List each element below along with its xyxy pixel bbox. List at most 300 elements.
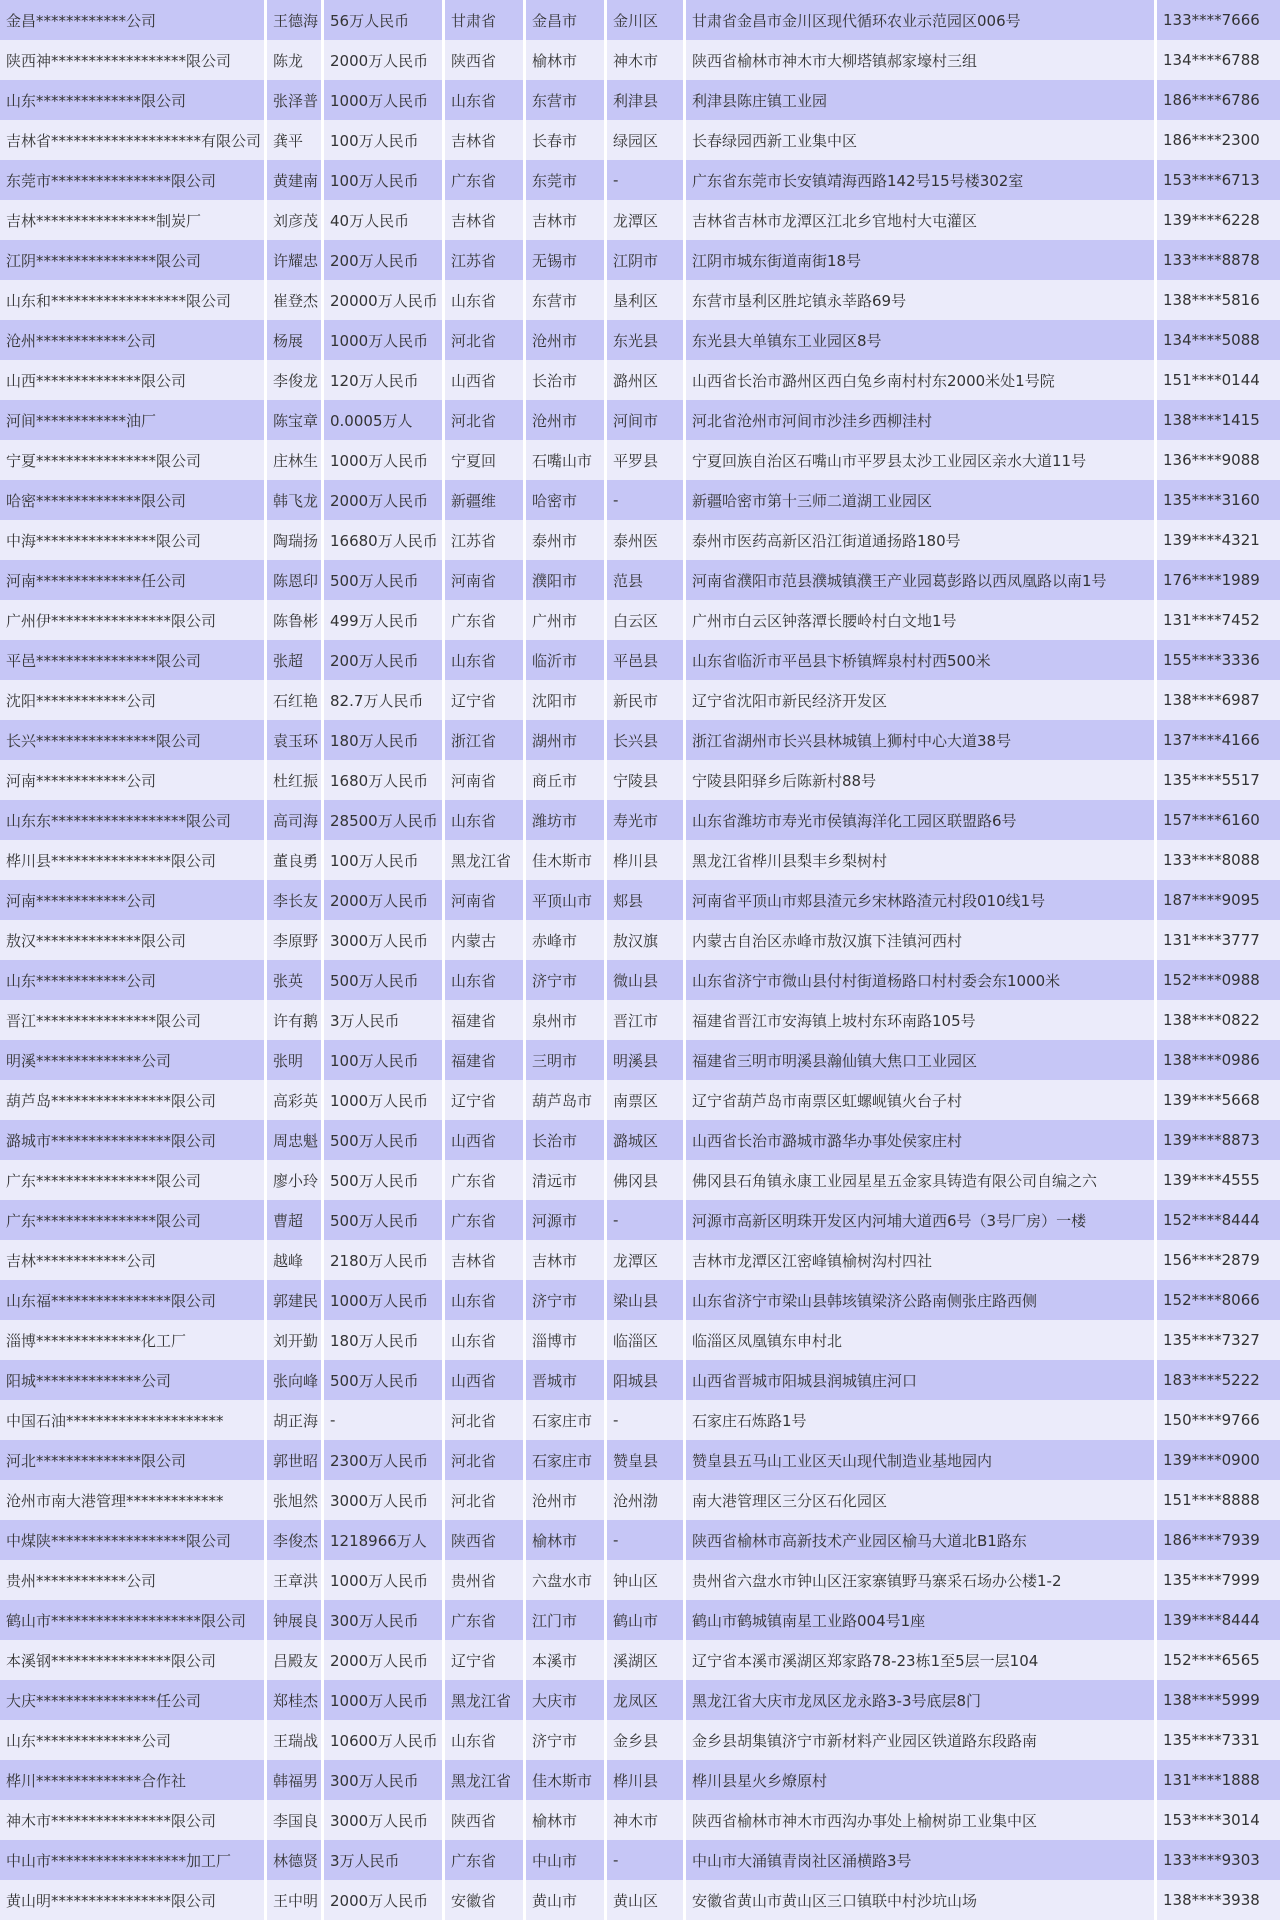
district-cell: 金川区: [607, 0, 683, 40]
district-cell: 南票区: [607, 1080, 683, 1120]
phone-cell: 152****8444: [1157, 1200, 1280, 1240]
table-row: [0, 1040, 1280, 1080]
province-cell: 辽宁省: [445, 1080, 523, 1120]
company-name-cell: 桦川**************合作社: [0, 1760, 264, 1800]
address-cell: 广州市白云区钟落潭长腰岭村白文地1号: [686, 600, 1154, 640]
capital-cell: 2180万人民币: [324, 1240, 442, 1280]
district-cell: -: [607, 1200, 683, 1240]
city-cell: 河源市: [526, 1200, 604, 1240]
district-cell: 沧州渤: [607, 1480, 683, 1520]
capital-cell: 100万人民币: [324, 840, 442, 880]
phone-cell: 156****2879: [1157, 1240, 1280, 1280]
province-cell: 贵州省: [445, 1560, 523, 1600]
city-cell: 吉林市: [526, 200, 604, 240]
address-cell: 陕西省榆林市神木市大柳塔镇郝家壕村三组: [686, 40, 1154, 80]
district-cell: 赞皇县: [607, 1440, 683, 1480]
legal-rep-cell: 陈恩印: [267, 560, 321, 600]
table-row: [0, 560, 1280, 600]
table-row: [0, 1480, 1280, 1520]
address-cell: 山东省潍坊市寿光市侯镇海洋化工园区联盟路6号: [686, 800, 1154, 840]
company-name-cell: 广州伊****************限公司: [0, 600, 264, 640]
city-cell: 济宁市: [526, 960, 604, 1000]
province-cell: 安徽省: [445, 1880, 523, 1920]
city-cell: 长治市: [526, 1120, 604, 1160]
table-row: [0, 1400, 1280, 1440]
province-cell: 辽宁省: [445, 680, 523, 720]
table-row: [0, 720, 1280, 760]
table-row: [0, 1560, 1280, 1600]
table-row: [0, 1280, 1280, 1320]
legal-rep-cell: 张旭然: [267, 1480, 321, 1520]
capital-cell: 3000万人民币: [324, 1800, 442, 1840]
legal-rep-cell: 崔登杰: [267, 280, 321, 320]
phone-cell: 137****4166: [1157, 720, 1280, 760]
address-cell: 临淄区凤凰镇东申村北: [686, 1320, 1154, 1360]
company-name-cell: 河南************公司: [0, 760, 264, 800]
capital-cell: 16680万人民币: [324, 520, 442, 560]
company-name-cell: 阳城**************公司: [0, 1360, 264, 1400]
address-cell: 山东省济宁市梁山县韩垓镇梁济公路南侧张庄路西侧: [686, 1280, 1154, 1320]
legal-rep-cell: 林德贤: [267, 1840, 321, 1880]
province-cell: 广东省: [445, 600, 523, 640]
legal-rep-cell: 张超: [267, 640, 321, 680]
address-cell: 吉林市龙潭区江密峰镇榆树沟村四社: [686, 1240, 1154, 1280]
table-row: [0, 1120, 1280, 1160]
legal-rep-cell: 许有鹅: [267, 1000, 321, 1040]
province-cell: 黑龙江省: [445, 1680, 523, 1720]
city-cell: 榆林市: [526, 1520, 604, 1560]
district-cell: 河间市: [607, 400, 683, 440]
capital-cell: 200万人民币: [324, 240, 442, 280]
address-cell: 宁陵县阳驿乡后陈新村88号: [686, 760, 1154, 800]
legal-rep-cell: 胡正海: [267, 1400, 321, 1440]
capital-cell: 100万人民币: [324, 120, 442, 160]
company-name-cell: 吉林省********************有限公司: [0, 120, 264, 160]
city-cell: 淄博市: [526, 1320, 604, 1360]
city-cell: 石嘴山市: [526, 440, 604, 480]
city-cell: 平顶山市: [526, 880, 604, 920]
city-cell: 佳木斯市: [526, 840, 604, 880]
table-row: [0, 1240, 1280, 1280]
capital-cell: 3万人民币: [324, 1840, 442, 1880]
province-cell: 河北省: [445, 400, 523, 440]
address-cell: 辽宁省沈阳市新民经济开发区: [686, 680, 1154, 720]
company-name-cell: 中山市******************加工厂: [0, 1840, 264, 1880]
capital-cell: 100万人民币: [324, 1040, 442, 1080]
address-cell: 河南省平顶山市郏县渣元乡宋林路渣元村段010线1号: [686, 880, 1154, 920]
province-cell: 山东省: [445, 800, 523, 840]
legal-rep-cell: 李国良: [267, 1800, 321, 1840]
address-cell: 鹤山市鹤城镇南星工业路004号1座: [686, 1600, 1154, 1640]
province-cell: 河北省: [445, 320, 523, 360]
city-cell: 临沂市: [526, 640, 604, 680]
province-cell: 陕西省: [445, 40, 523, 80]
phone-cell: 131****7452: [1157, 600, 1280, 640]
table-row: [0, 680, 1280, 720]
legal-rep-cell: 石红艳: [267, 680, 321, 720]
company-name-cell: 淄博**************化工厂: [0, 1320, 264, 1360]
city-cell: 东营市: [526, 280, 604, 320]
city-cell: 中山市: [526, 1840, 604, 1880]
company-name-cell: 河南**************任公司: [0, 560, 264, 600]
province-cell: 河南省: [445, 560, 523, 600]
address-cell: 陕西省榆林市高新技术产业园区榆马大道北B1路东: [686, 1520, 1154, 1560]
city-cell: 济宁市: [526, 1720, 604, 1760]
province-cell: 陕西省: [445, 1800, 523, 1840]
address-cell: 新疆哈密市第十三师二道湖工业园区: [686, 480, 1154, 520]
district-cell: 东光县: [607, 320, 683, 360]
district-cell: 范县: [607, 560, 683, 600]
capital-cell: 40万人民币: [324, 200, 442, 240]
phone-cell: 133****8088: [1157, 840, 1280, 880]
capital-cell: 2000万人民币: [324, 480, 442, 520]
capital-cell: 500万人民币: [324, 1160, 442, 1200]
legal-rep-cell: 钟展良: [267, 1600, 321, 1640]
company-name-cell: 山东东******************限公司: [0, 800, 264, 840]
address-cell: 辽宁省本溪市溪湖区郑家路78-23栋1至5层一层104: [686, 1640, 1154, 1680]
address-cell: 江阴市城东街道南街18号: [686, 240, 1154, 280]
province-cell: 山东省: [445, 960, 523, 1000]
legal-rep-cell: 许耀忠: [267, 240, 321, 280]
table-row: [0, 1760, 1280, 1800]
table-row: [0, 400, 1280, 440]
legal-rep-cell: 高彩英: [267, 1080, 321, 1120]
province-cell: 吉林省: [445, 200, 523, 240]
table-row: [0, 0, 1280, 40]
legal-rep-cell: 李长友: [267, 880, 321, 920]
phone-cell: 152****8066: [1157, 1280, 1280, 1320]
company-name-cell: 平邑****************限公司: [0, 640, 264, 680]
table-row: [0, 480, 1280, 520]
district-cell: 黄山区: [607, 1880, 683, 1920]
company-name-cell: 哈密**************限公司: [0, 480, 264, 520]
table-row: [0, 1840, 1280, 1880]
table-row: [0, 280, 1280, 320]
phone-cell: 138****5999: [1157, 1680, 1280, 1720]
table-row: [0, 920, 1280, 960]
capital-cell: 2300万人民币: [324, 1440, 442, 1480]
address-cell: 河南省濮阳市范县濮城镇濮王产业园葛彭路以西凤凰路以南1号: [686, 560, 1154, 600]
city-cell: 本溪市: [526, 1640, 604, 1680]
capital-cell: 1000万人民币: [324, 1680, 442, 1720]
district-cell: 潞州区: [607, 360, 683, 400]
province-cell: 福建省: [445, 1040, 523, 1080]
address-cell: 福建省晋江市安海镇上坡村东环南路105号: [686, 1000, 1154, 1040]
company-name-cell: 葫芦岛****************限公司: [0, 1080, 264, 1120]
city-cell: 大庆市: [526, 1680, 604, 1720]
phone-cell: 139****4555: [1157, 1160, 1280, 1200]
company-name-cell: 大庆****************任公司: [0, 1680, 264, 1720]
city-cell: 吉林市: [526, 1240, 604, 1280]
company-name-cell: 明溪**************公司: [0, 1040, 264, 1080]
capital-cell: 1000万人民币: [324, 1280, 442, 1320]
capital-cell: 500万人民币: [324, 1360, 442, 1400]
phone-cell: 187****9095: [1157, 880, 1280, 920]
capital-cell: 1000万人民币: [324, 1560, 442, 1600]
city-cell: 清远市: [526, 1160, 604, 1200]
legal-rep-cell: 韩飞龙: [267, 480, 321, 520]
legal-rep-cell: 张英: [267, 960, 321, 1000]
city-cell: 无锡市: [526, 240, 604, 280]
capital-cell: 56万人民币: [324, 0, 442, 40]
legal-rep-cell: 陈宝章: [267, 400, 321, 440]
company-name-cell: 江阴****************限公司: [0, 240, 264, 280]
district-cell: 长兴县: [607, 720, 683, 760]
table-row: [0, 240, 1280, 280]
table-row: [0, 440, 1280, 480]
legal-rep-cell: 陈龙: [267, 40, 321, 80]
company-name-cell: 河南************公司: [0, 880, 264, 920]
city-cell: 濮阳市: [526, 560, 604, 600]
legal-rep-cell: 王中明: [267, 1880, 321, 1920]
province-cell: 河北省: [445, 1400, 523, 1440]
address-cell: 南大港管理区三分区石化园区: [686, 1480, 1154, 1520]
table-row: [0, 1000, 1280, 1040]
company-name-cell: 潞城市****************限公司: [0, 1120, 264, 1160]
address-cell: 桦川县星火乡燎原村: [686, 1760, 1154, 1800]
table-row: [0, 960, 1280, 1000]
phone-cell: 134****6788: [1157, 40, 1280, 80]
legal-rep-cell: 袁玉环: [267, 720, 321, 760]
district-cell: 神木市: [607, 1800, 683, 1840]
address-cell: 山西省长治市潞州区西白兔乡南村村东2000米处1号院: [686, 360, 1154, 400]
capital-cell: 2000万人民币: [324, 1640, 442, 1680]
phone-cell: 138****0986: [1157, 1040, 1280, 1080]
table-row: [0, 1360, 1280, 1400]
district-cell: 龙潭区: [607, 1240, 683, 1280]
district-cell: 龙凤区: [607, 1680, 683, 1720]
company-name-cell: 桦川县****************限公司: [0, 840, 264, 880]
address-cell: 福建省三明市明溪县瀚仙镇大焦口工业园区: [686, 1040, 1154, 1080]
capital-cell: 499万人民币: [324, 600, 442, 640]
address-cell: 吉林省吉林市龙潭区江北乡官地村大屯灌区: [686, 200, 1154, 240]
city-cell: 长春市: [526, 120, 604, 160]
capital-cell: 1000万人民币: [324, 1080, 442, 1120]
phone-cell: 153****6713: [1157, 160, 1280, 200]
phone-cell: 150****9766: [1157, 1400, 1280, 1440]
capital-cell: 120万人民币: [324, 360, 442, 400]
phone-cell: 135****7331: [1157, 1720, 1280, 1760]
district-cell: 溪湖区: [607, 1640, 683, 1680]
province-cell: 陕西省: [445, 1520, 523, 1560]
legal-rep-cell: 韩福男: [267, 1760, 321, 1800]
table-row: [0, 880, 1280, 920]
province-cell: 山东省: [445, 1720, 523, 1760]
table-row: [0, 80, 1280, 120]
company-name-cell: 沈阳************公司: [0, 680, 264, 720]
phone-cell: 138****0822: [1157, 1000, 1280, 1040]
legal-rep-cell: 越峰: [267, 1240, 321, 1280]
district-cell: 垦利区: [607, 280, 683, 320]
company-name-cell: 沧州************公司: [0, 320, 264, 360]
address-cell: 陕西省榆林市神木市西沟办事处上榆树峁工业集中区: [686, 1800, 1154, 1840]
district-cell: 潞城区: [607, 1120, 683, 1160]
table-row: [0, 1600, 1280, 1640]
capital-cell: 2000万人民币: [324, 1880, 442, 1920]
address-cell: 黑龙江省桦川县梨丰乡梨树村: [686, 840, 1154, 880]
table-row: [0, 1720, 1280, 1760]
table-row: [0, 800, 1280, 840]
legal-rep-cell: 李原野: [267, 920, 321, 960]
city-cell: 商丘市: [526, 760, 604, 800]
company-name-cell: 长兴****************限公司: [0, 720, 264, 760]
address-cell: 山东省临沂市平邑县卞桥镇辉泉村村西500米: [686, 640, 1154, 680]
district-cell: 桦川县: [607, 1760, 683, 1800]
city-cell: 长治市: [526, 360, 604, 400]
company-name-cell: 黄山明****************限公司: [0, 1880, 264, 1920]
company-name-cell: 神木市****************限公司: [0, 1800, 264, 1840]
company-name-cell: 山东************公司: [0, 960, 264, 1000]
district-cell: 神木市: [607, 40, 683, 80]
table-row: [0, 1640, 1280, 1680]
phone-cell: 176****1989: [1157, 560, 1280, 600]
city-cell: 哈密市: [526, 480, 604, 520]
capital-cell: 1000万人民币: [324, 440, 442, 480]
capital-cell: 500万人民币: [324, 1200, 442, 1240]
legal-rep-cell: 董良勇: [267, 840, 321, 880]
phone-cell: 135****5517: [1157, 760, 1280, 800]
table-row: [0, 120, 1280, 160]
company-name-cell: 宁夏****************限公司: [0, 440, 264, 480]
table-row: [0, 160, 1280, 200]
city-cell: 东莞市: [526, 160, 604, 200]
legal-rep-cell: 李俊龙: [267, 360, 321, 400]
city-cell: 沈阳市: [526, 680, 604, 720]
province-cell: 山西省: [445, 360, 523, 400]
table-row: [0, 360, 1280, 400]
phone-cell: 139****4321: [1157, 520, 1280, 560]
district-cell: 郏县: [607, 880, 683, 920]
capital-cell: -: [324, 1400, 442, 1440]
city-cell: 济宁市: [526, 1280, 604, 1320]
company-name-cell: 晋江****************限公司: [0, 1000, 264, 1040]
table-row: [0, 1680, 1280, 1720]
phone-cell: 155****3336: [1157, 640, 1280, 680]
province-cell: 山东省: [445, 1280, 523, 1320]
legal-rep-cell: 龚平: [267, 120, 321, 160]
company-name-cell: 东莞市****************限公司: [0, 160, 264, 200]
district-cell: 泰州医: [607, 520, 683, 560]
district-cell: 金乡县: [607, 1720, 683, 1760]
address-cell: 赞皇县五马山工业区天山现代制造业基地园内: [686, 1440, 1154, 1480]
company-name-cell: 河间************油厂: [0, 400, 264, 440]
company-name-cell: 沧州市南大港管理*************: [0, 1480, 264, 1520]
legal-rep-cell: 吕殿友: [267, 1640, 321, 1680]
phone-cell: 134****5088: [1157, 320, 1280, 360]
phone-cell: 138****1415: [1157, 400, 1280, 440]
address-cell: 宁夏回族自治区石嘴山市平罗县太沙工业园区亲水大道11号: [686, 440, 1154, 480]
legal-rep-cell: 杨展: [267, 320, 321, 360]
table-row: [0, 1520, 1280, 1560]
table-row: [0, 840, 1280, 880]
company-name-cell: 鹤山市********************限公司: [0, 1600, 264, 1640]
city-cell: 沧州市: [526, 1480, 604, 1520]
province-cell: 山东省: [445, 1320, 523, 1360]
legal-rep-cell: 李俊杰: [267, 1520, 321, 1560]
district-cell: 明溪县: [607, 1040, 683, 1080]
address-cell: 泰州市医药高新区沿江街道通扬路180号: [686, 520, 1154, 560]
address-cell: 金乡县胡集镇济宁市新材料产业园区铁道路东段路南: [686, 1720, 1154, 1760]
province-cell: 吉林省: [445, 120, 523, 160]
capital-cell: 500万人民币: [324, 1120, 442, 1160]
city-cell: 葫芦岛市: [526, 1080, 604, 1120]
province-cell: 山东省: [445, 280, 523, 320]
phone-cell: 136****9088: [1157, 440, 1280, 480]
legal-rep-cell: 张泽普: [267, 80, 321, 120]
address-cell: 贵州省六盘水市钟山区汪家寨镇野马寨采石场办公楼1-2: [686, 1560, 1154, 1600]
city-cell: 金昌市: [526, 0, 604, 40]
legal-rep-cell: 曹超: [267, 1200, 321, 1240]
district-cell: 白云区: [607, 600, 683, 640]
district-cell: 临淄区: [607, 1320, 683, 1360]
province-cell: 内蒙古: [445, 920, 523, 960]
province-cell: 江苏省: [445, 520, 523, 560]
address-cell: 佛冈县石角镇永康工业园星星五金家具铸造有限公司自编之六: [686, 1160, 1154, 1200]
company-name-cell: 河北**************限公司: [0, 1440, 264, 1480]
province-cell: 黑龙江省: [445, 1760, 523, 1800]
legal-rep-cell: 王德海: [267, 0, 321, 40]
phone-cell: 151****8888: [1157, 1480, 1280, 1520]
address-cell: 浙江省湖州市长兴县林城镇上狮村中心大道38号: [686, 720, 1154, 760]
legal-rep-cell: 陈鲁彬: [267, 600, 321, 640]
legal-rep-cell: 王瑞战: [267, 1720, 321, 1760]
table-row: [0, 1160, 1280, 1200]
table-row: [0, 1880, 1280, 1920]
province-cell: 河北省: [445, 1480, 523, 1520]
address-cell: 东光县大单镇东工业园区8号: [686, 320, 1154, 360]
address-cell: 河北省沧州市河间市沙洼乡西柳洼村: [686, 400, 1154, 440]
capital-cell: 28500万人民币: [324, 800, 442, 840]
district-cell: -: [607, 1520, 683, 1560]
province-cell: 河南省: [445, 760, 523, 800]
province-cell: 河北省: [445, 1440, 523, 1480]
company-name-cell: 广东****************限公司: [0, 1200, 264, 1240]
province-cell: 山东省: [445, 640, 523, 680]
table-row: [0, 1080, 1280, 1120]
district-cell: 微山县: [607, 960, 683, 1000]
capital-cell: 1218966万人: [324, 1520, 442, 1560]
district-cell: 宁陵县: [607, 760, 683, 800]
city-cell: 潍坊市: [526, 800, 604, 840]
legal-rep-cell: 高司海: [267, 800, 321, 840]
capital-cell: 20000万人民币: [324, 280, 442, 320]
city-cell: 沧州市: [526, 400, 604, 440]
table-row: [0, 320, 1280, 360]
phone-cell: 186****2300: [1157, 120, 1280, 160]
company-name-cell: 吉林****************制炭厂: [0, 200, 264, 240]
city-cell: 湖州市: [526, 720, 604, 760]
city-cell: 榆林市: [526, 1800, 604, 1840]
company-name-cell: 陕西神******************限公司: [0, 40, 264, 80]
city-cell: 黄山市: [526, 1880, 604, 1920]
capital-cell: 82.7万人民币: [324, 680, 442, 720]
district-cell: -: [607, 1840, 683, 1880]
city-cell: 石家庄市: [526, 1400, 604, 1440]
phone-cell: 133****8878: [1157, 240, 1280, 280]
capital-cell: 500万人民币: [324, 960, 442, 1000]
address-cell: 利津县陈庄镇工业园: [686, 80, 1154, 120]
city-cell: 沧州市: [526, 320, 604, 360]
province-cell: 新疆维: [445, 480, 523, 520]
legal-rep-cell: 郑桂杰: [267, 1680, 321, 1720]
phone-cell: 151****0144: [1157, 360, 1280, 400]
city-cell: 广州市: [526, 600, 604, 640]
phone-cell: 183****5222: [1157, 1360, 1280, 1400]
company-name-cell: 山东福****************限公司: [0, 1280, 264, 1320]
legal-rep-cell: 张向峰: [267, 1360, 321, 1400]
table-row: [0, 200, 1280, 240]
city-cell: 赤峰市: [526, 920, 604, 960]
